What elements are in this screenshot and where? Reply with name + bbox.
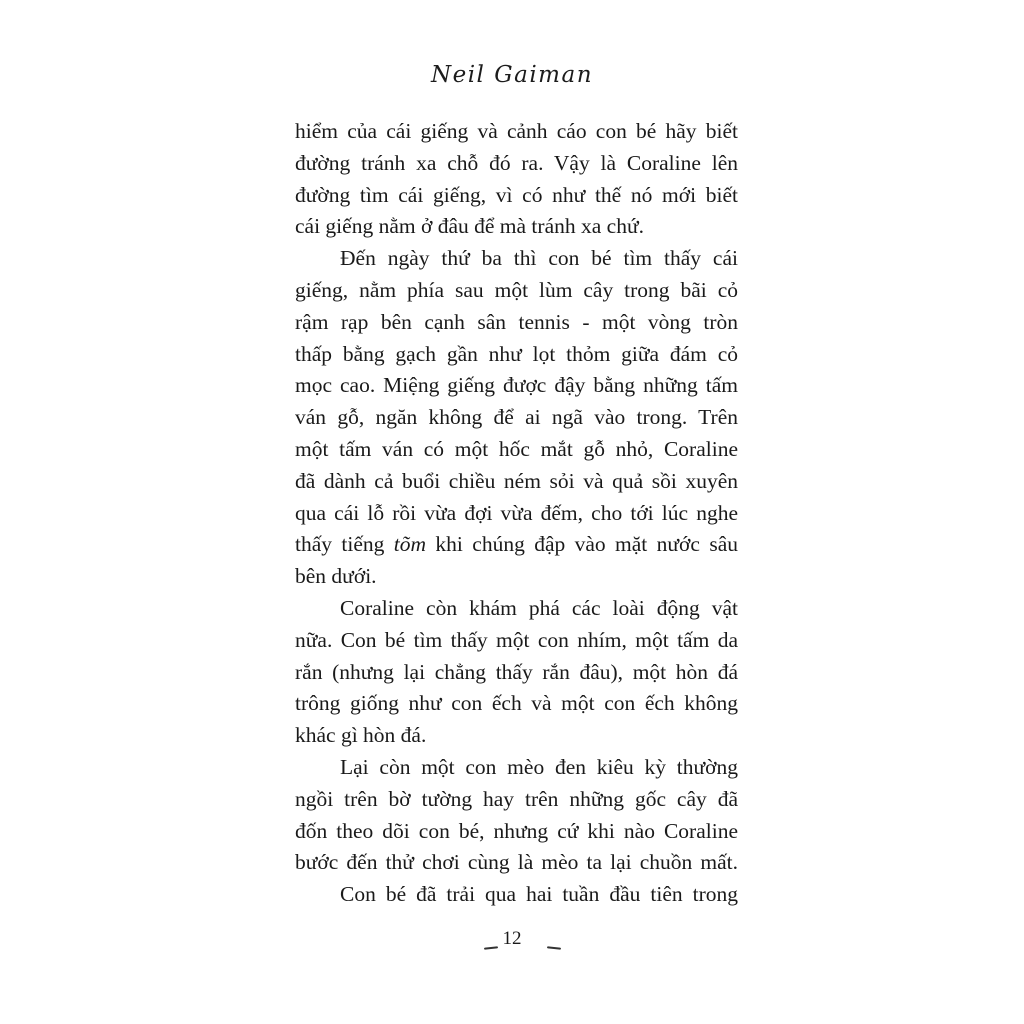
text-line: hiểm của cái giếng và cảnh cáo con bé hãy biết (295, 119, 738, 143)
text-line: trông giống như con ếch và một con ếch không (295, 691, 738, 716)
body-text (295, 116, 738, 911)
text-line: rắn (nhưng lại chẳng thấy rắn đâu), một hòn đá (295, 659, 738, 684)
text-line: bước đến thử chơi cùng là mèo ta lại chuồn mất. (295, 850, 738, 875)
italic-word: tõm (393, 532, 427, 557)
text-line: mọc cao. Miệng giếng được đậy bằng những tấm (295, 373, 738, 398)
text-line: đã dành cả buổi chiều ném sỏi và quả sồi xuyên (295, 468, 738, 493)
running-header-author: Neil Gaiman (430, 62, 594, 88)
text-line: ngồi trên bờ tường hay trên những gốc cây đã (295, 786, 738, 811)
text-line: đốn theo dõi con bé, nhưng cứ khi nào Coraline (295, 818, 738, 843)
text-line: nữa. Con bé tìm thấy một con nhím, một tấm da (295, 627, 738, 652)
text-fragment: thấy tiếng (295, 532, 385, 557)
text-line: Đến ngày thứ ba thì con bé tìm thấy cái (340, 246, 738, 271)
text-line: ván gỗ, ngăn không để ai ngã vào trong. Trên (295, 405, 738, 430)
text-line: thấp bằng gạch gần như lọt thỏm giữa đám cỏ (295, 341, 738, 366)
text-line: bên dưới. (295, 564, 377, 589)
text-line: Coraline còn khám phá các loài động vật (340, 595, 738, 620)
text-line: một tấm ván có một hốc mắt gỗ nhỏ, Coraline (295, 436, 738, 461)
text-line: khác gì hòn đá. (295, 723, 427, 748)
text-line: đường tránh xa chỗ đó ra. Vậy là Coraline lên (295, 150, 738, 175)
text-line: đường tìm cái giếng, vì có như thế nó mới biết (295, 182, 738, 207)
text-line: Lại còn một con mèo đen kiêu kỳ thường (340, 754, 738, 779)
page-number: 12 (502, 928, 522, 949)
text-line: Con bé đã trải qua hai tuần đầu tiên trong (340, 882, 738, 907)
text-line (295, 529, 738, 561)
text-fragment: khi chúng đập vào mặt nước sâu (435, 532, 739, 557)
text-line: cái giếng nằm ở đâu để mà tránh xa chứ. (295, 214, 644, 239)
text-line: qua cái lỗ rồi vừa đợi vừa đếm, cho tới lúc nghe (295, 500, 738, 525)
text-line: rậm rạp bên cạnh sân tennis - một vòng tròn (295, 309, 738, 334)
text-line: giếng, nằm phía sau một lùm cây trong bãi cỏ (295, 277, 738, 302)
